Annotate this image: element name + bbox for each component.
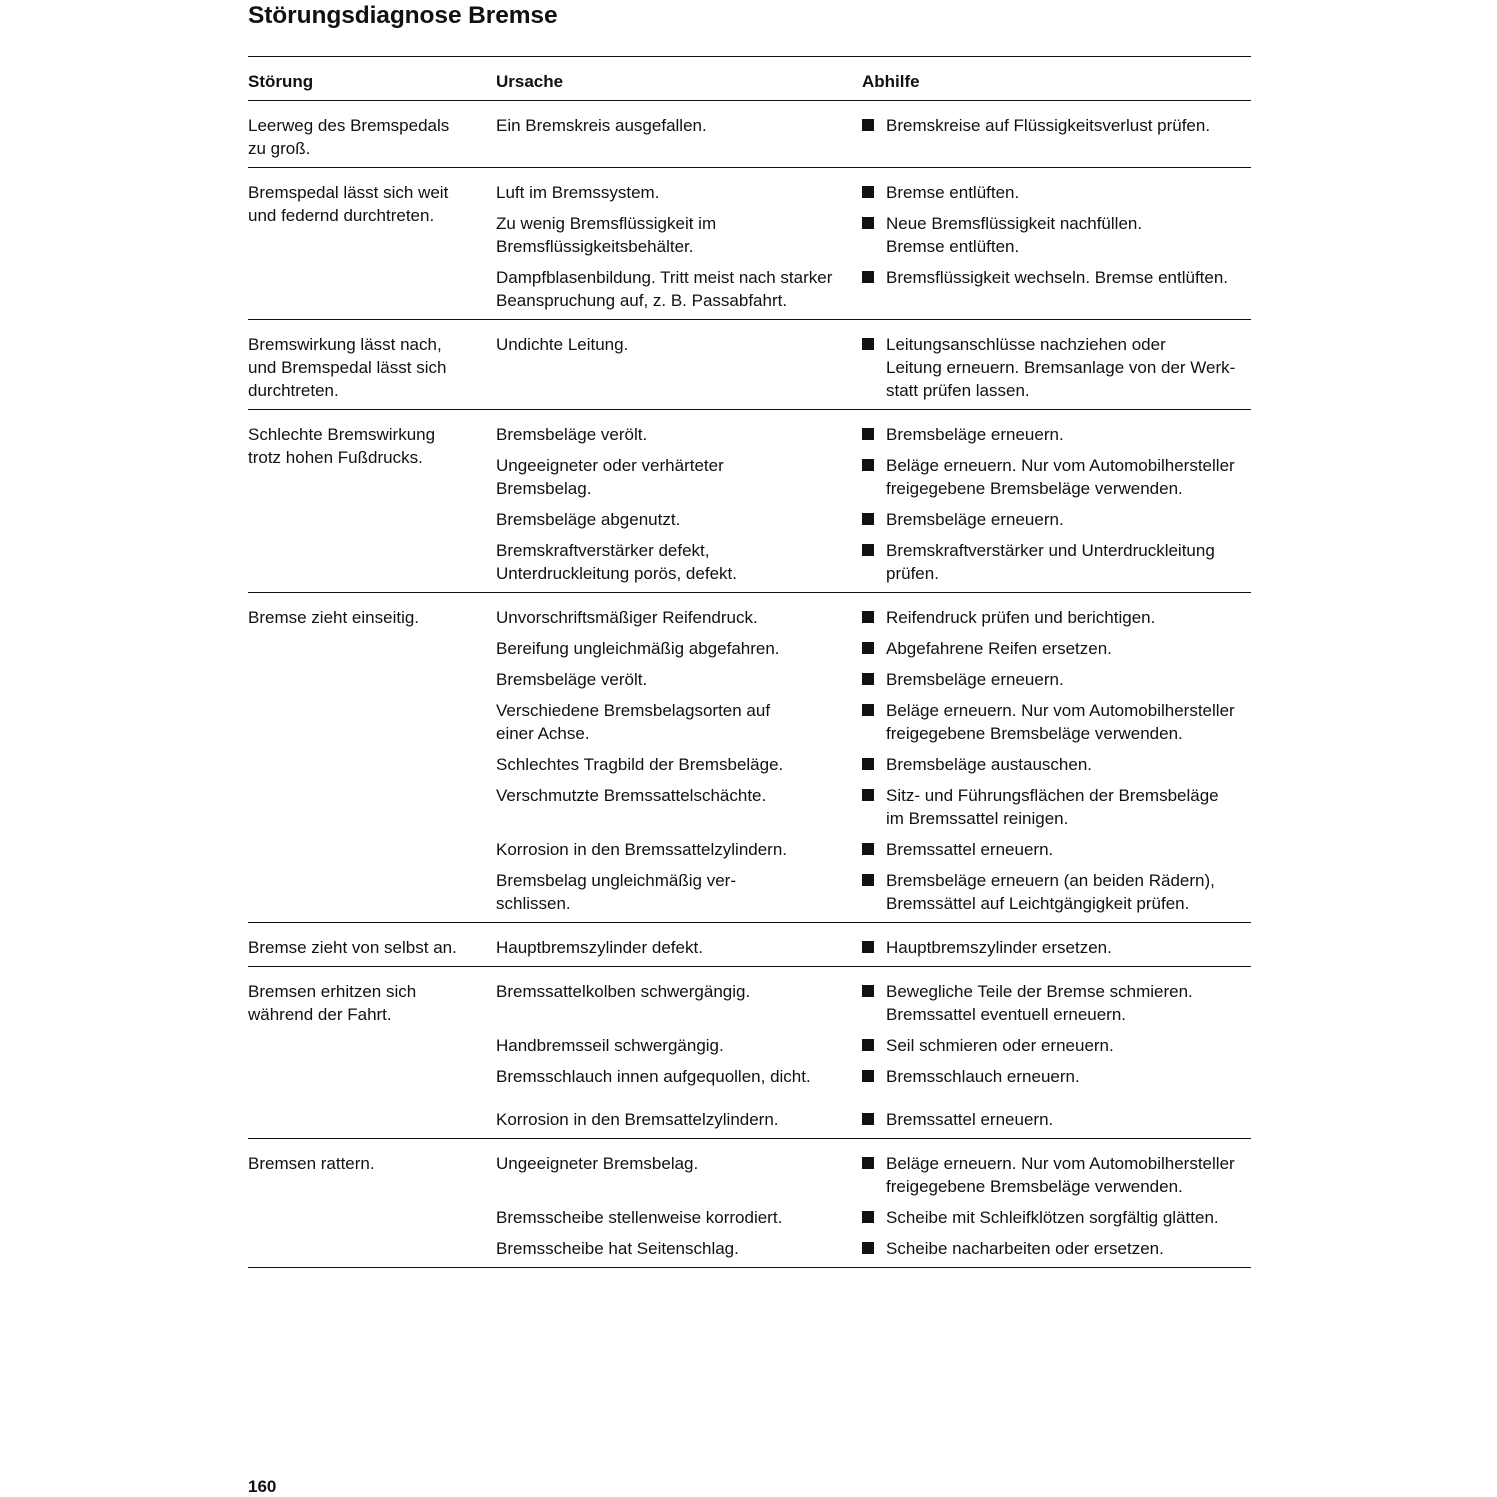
table-row	[496, 936, 1251, 959]
ursache-cell: Korrosion in den Bremsattelzylindern.	[496, 1110, 779, 1129]
ursache-cell: Bremsscheibe hat Seitenschlag.	[496, 1239, 739, 1258]
stoerung-cell: Bremswirkung lässt nach, und Bremspedal lässt sich durchtreten.	[248, 335, 447, 400]
table-row	[496, 1034, 1251, 1057]
square-bullet-icon	[862, 1242, 874, 1254]
ursache-cell: Bremsbeläge verölt.	[496, 425, 648, 444]
cause-remedy-list	[496, 423, 1251, 585]
cause-remedy-list	[496, 1152, 1251, 1260]
abhilfe-text: Bremskreise auf Flüssigkeitsverlust prüfen.	[886, 116, 1211, 135]
abhilfe-cell	[862, 266, 1251, 312]
table-row-group	[248, 593, 1251, 923]
stoerung-cell: Bremsen rattern.	[248, 1154, 375, 1173]
square-bullet-icon	[862, 1157, 874, 1169]
cause-remedy-list	[496, 606, 1251, 915]
ursache-cell: Bremsbeläge abgenutzt.	[496, 510, 681, 529]
ursache-cell: Undichte Leitung.	[496, 335, 629, 354]
abhilfe-text: Beläge erneuern. Nur vom Automobilhersteller freigegebene Bremsbeläge verwenden.	[886, 701, 1235, 743]
table-row	[496, 212, 1251, 258]
square-bullet-icon	[862, 611, 874, 623]
table-row	[496, 637, 1251, 660]
square-bullet-icon	[862, 789, 874, 801]
abhilfe-text: Bremssattel erneuern.	[886, 1110, 1054, 1129]
abhilfe-text: Bewegliche Teile der Bremse schmieren. Bremssattel eventuell erneuern.	[886, 982, 1193, 1024]
square-bullet-icon	[862, 459, 874, 471]
ursache-cell: Dampfblasenbildung. Tritt meist nach starker Beanspruchung auf, z. B. Passabfahrt.	[496, 268, 833, 310]
ursache-cell: Verschiedene Bremsbelagsorten auf einer Achse.	[496, 701, 771, 743]
abhilfe-text: Beläge erneuern. Nur vom Automobilhersteller freigegebene Bremsbeläge verwenden.	[886, 1154, 1235, 1196]
ursache-cell: Ungeeigneter oder verhärteter Bremsbelag.	[496, 456, 724, 498]
table-header	[248, 57, 1251, 101]
abhilfe-cell	[862, 1152, 1251, 1198]
abhilfe-text: Sitz- und Führungsflächen der Bremsbeläge im Bremssattel reinigen.	[886, 786, 1219, 828]
square-bullet-icon	[862, 704, 874, 716]
table-row	[496, 114, 1251, 137]
abhilfe-text: Bremsschlauch erneuern.	[886, 1067, 1080, 1086]
abhilfe-text: Bremsbeläge erneuern.	[886, 670, 1064, 689]
abhilfe-cell	[862, 668, 1251, 691]
abhilfe-text: Bremskraftverstärker und Unterdruckleitung prüfen.	[886, 541, 1215, 583]
ursache-cell: Bremsbelag ungleichmäßig ver- schlissen.	[496, 871, 736, 913]
abhilfe-text: Abgefahrene Reifen ersetzen.	[886, 639, 1112, 658]
page-number: 160	[248, 1477, 277, 1496]
ursache-cell: Bremskraftverstärker defekt, Unterdruckleitung porös, defekt.	[496, 541, 737, 583]
cause-remedy-list	[496, 181, 1251, 312]
table-row	[496, 753, 1251, 776]
table-row	[496, 784, 1251, 830]
abhilfe-cell	[862, 454, 1251, 500]
table-row	[496, 181, 1251, 204]
abhilfe-text: Bremsbeläge austauschen.	[886, 755, 1093, 774]
abhilfe-cell	[862, 1206, 1251, 1229]
stoerung-cell: Schlechte Bremswirkung trotz hohen Fußdrucks.	[248, 425, 436, 467]
table-row-group	[248, 923, 1251, 967]
page-title: Störungsdiagnose Bremse	[248, 2, 558, 29]
square-bullet-icon	[862, 428, 874, 440]
ursache-cell: Ungeeigneter Bremsbelag.	[496, 1154, 699, 1173]
stoerung-cell: Bremsen erhitzen sich während der Fahrt.	[248, 982, 417, 1024]
table-row-group	[248, 320, 1251, 410]
square-bullet-icon	[862, 874, 874, 886]
ursache-cell: Bremssattelkolben schwergängig.	[496, 982, 751, 1001]
table-row	[496, 668, 1251, 691]
square-bullet-icon	[862, 1070, 874, 1082]
abhilfe-text: Bremsbeläge erneuern.	[886, 510, 1064, 529]
abhilfe-cell	[862, 114, 1251, 137]
abhilfe-cell	[862, 699, 1251, 745]
table-row	[496, 1065, 1251, 1088]
abhilfe-cell	[862, 333, 1251, 402]
square-bullet-icon	[862, 513, 874, 525]
abhilfe-text: Bremsflüssigkeit wechseln. Bremse entlüften.	[886, 268, 1229, 287]
square-bullet-icon	[862, 1039, 874, 1051]
abhilfe-cell	[862, 1237, 1251, 1260]
table-row	[496, 454, 1251, 500]
square-bullet-icon	[862, 119, 874, 131]
abhilfe-text: Scheibe mit Schleifklötzen sorgfältig glätten.	[886, 1208, 1219, 1227]
abhilfe-cell	[862, 1108, 1251, 1131]
ursache-cell: Bremsscheibe stellenweise korrodiert.	[496, 1208, 783, 1227]
table-row	[496, 838, 1251, 861]
abhilfe-text: Leitungsanschlüsse nachziehen oder Leitung erneuern. Bremsanlage von der Werk- statt prüfen lassen.	[886, 335, 1236, 400]
table-row-group	[248, 410, 1251, 593]
table-row	[496, 423, 1251, 446]
ursache-cell: Hauptbremszylinder defekt.	[496, 938, 703, 957]
table-body	[248, 101, 1251, 1268]
table-row	[496, 980, 1251, 1026]
abhilfe-cell	[862, 784, 1251, 830]
square-bullet-icon	[862, 186, 874, 198]
ursache-cell: Verschmutzte Bremssattelschächte.	[496, 786, 767, 805]
stoerung-cell: Leerweg des Bremspedals zu groß.	[248, 116, 450, 158]
abhilfe-cell	[862, 753, 1251, 776]
square-bullet-icon	[862, 544, 874, 556]
table-row-group	[248, 101, 1251, 168]
ursache-cell: Unvorschriftsmäßiger Reifendruck.	[496, 608, 758, 627]
table-row	[496, 1152, 1251, 1198]
abhilfe-cell	[862, 423, 1251, 446]
square-bullet-icon	[862, 271, 874, 283]
table-row	[496, 539, 1251, 585]
stoerung-cell: Bremse zieht von selbst an.	[248, 938, 457, 957]
abhilfe-text: Bremssattel erneuern.	[886, 840, 1054, 859]
column-header-stoerung: Störung	[248, 72, 314, 91]
abhilfe-text: Reifendruck prüfen und berichtigen.	[886, 608, 1156, 627]
square-bullet-icon	[862, 338, 874, 350]
column-header-abhilfe: Abhilfe	[862, 72, 920, 91]
square-bullet-icon	[862, 673, 874, 685]
table-row-group	[248, 967, 1251, 1139]
column-header-ursache: Ursache	[496, 72, 564, 91]
abhilfe-cell	[862, 1065, 1251, 1088]
ursache-cell: Bremsbeläge verölt.	[496, 670, 648, 689]
cause-remedy-list	[496, 114, 1251, 160]
diagnosis-table	[248, 56, 1251, 1268]
square-bullet-icon	[862, 217, 874, 229]
table-row-group	[248, 1139, 1251, 1268]
ursache-cell: Bremsschlauch innen aufgequollen, dicht.	[496, 1067, 811, 1086]
ursache-cell: Zu wenig Bremsflüssigkeit im Bremsflüssigkeitsbehälter.	[496, 214, 717, 256]
stoerung-cell: Bremse zieht einseitig.	[248, 608, 420, 627]
table-row	[496, 1108, 1251, 1131]
square-bullet-icon	[862, 985, 874, 997]
abhilfe-cell	[862, 1034, 1251, 1057]
cause-remedy-list	[496, 936, 1251, 959]
square-bullet-icon	[862, 1211, 874, 1223]
abhilfe-cell	[862, 606, 1251, 629]
abhilfe-text: Beläge erneuern. Nur vom Automobilhersteller freigegebene Bremsbeläge verwenden.	[886, 456, 1235, 498]
table-row	[496, 266, 1251, 312]
abhilfe-text: Seil schmieren oder erneuern.	[886, 1036, 1114, 1055]
table-row-group	[248, 168, 1251, 320]
abhilfe-text: Neue Bremsflüssigkeit nachfüllen. Bremse entlüften.	[886, 214, 1143, 256]
abhilfe-cell	[862, 508, 1251, 531]
abhilfe-cell	[862, 869, 1251, 915]
abhilfe-cell	[862, 637, 1251, 660]
abhilfe-cell	[862, 980, 1251, 1026]
table-row	[496, 1237, 1251, 1260]
cause-remedy-list	[496, 333, 1251, 402]
stoerung-cell: Bremspedal lässt sich weit und federnd durchtreten.	[248, 183, 449, 225]
table-row	[496, 869, 1251, 915]
ursache-cell: Bereifung ungleichmäßig abgefahren.	[496, 639, 780, 658]
square-bullet-icon	[862, 1113, 874, 1125]
abhilfe-cell	[862, 936, 1251, 959]
abhilfe-cell	[862, 539, 1251, 585]
abhilfe-cell	[862, 838, 1251, 861]
cause-remedy-list	[496, 980, 1251, 1131]
square-bullet-icon	[862, 843, 874, 855]
ursache-cell: Korrosion in den Bremssattelzylindern.	[496, 840, 788, 859]
square-bullet-icon	[862, 941, 874, 953]
ursache-cell: Ein Bremskreis ausgefallen.	[496, 116, 707, 135]
abhilfe-text: Bremsbeläge erneuern.	[886, 425, 1064, 444]
abhilfe-cell	[862, 212, 1251, 258]
square-bullet-icon	[862, 642, 874, 654]
square-bullet-icon	[862, 758, 874, 770]
abhilfe-text: Bremse entlüften.	[886, 183, 1020, 202]
table-row	[496, 606, 1251, 629]
abhilfe-text: Bremsbeläge erneuern (an beiden Rädern), Bremssättel auf Leichtgängigkeit prüfen.	[886, 871, 1215, 913]
abhilfe-text: Scheibe nacharbeiten oder ersetzen.	[886, 1239, 1164, 1258]
abhilfe-text: Hauptbremszylinder ersetzen.	[886, 938, 1112, 957]
table-row	[496, 333, 1251, 402]
table-row	[496, 508, 1251, 531]
table-row	[496, 1206, 1251, 1229]
ursache-cell: Luft im Bremssystem.	[496, 183, 660, 202]
ursache-cell: Schlechtes Tragbild der Bremsbeläge.	[496, 755, 784, 774]
table-row	[496, 699, 1251, 745]
ursache-cell: Handbremsseil schwergängig.	[496, 1036, 724, 1055]
abhilfe-cell	[862, 181, 1251, 204]
